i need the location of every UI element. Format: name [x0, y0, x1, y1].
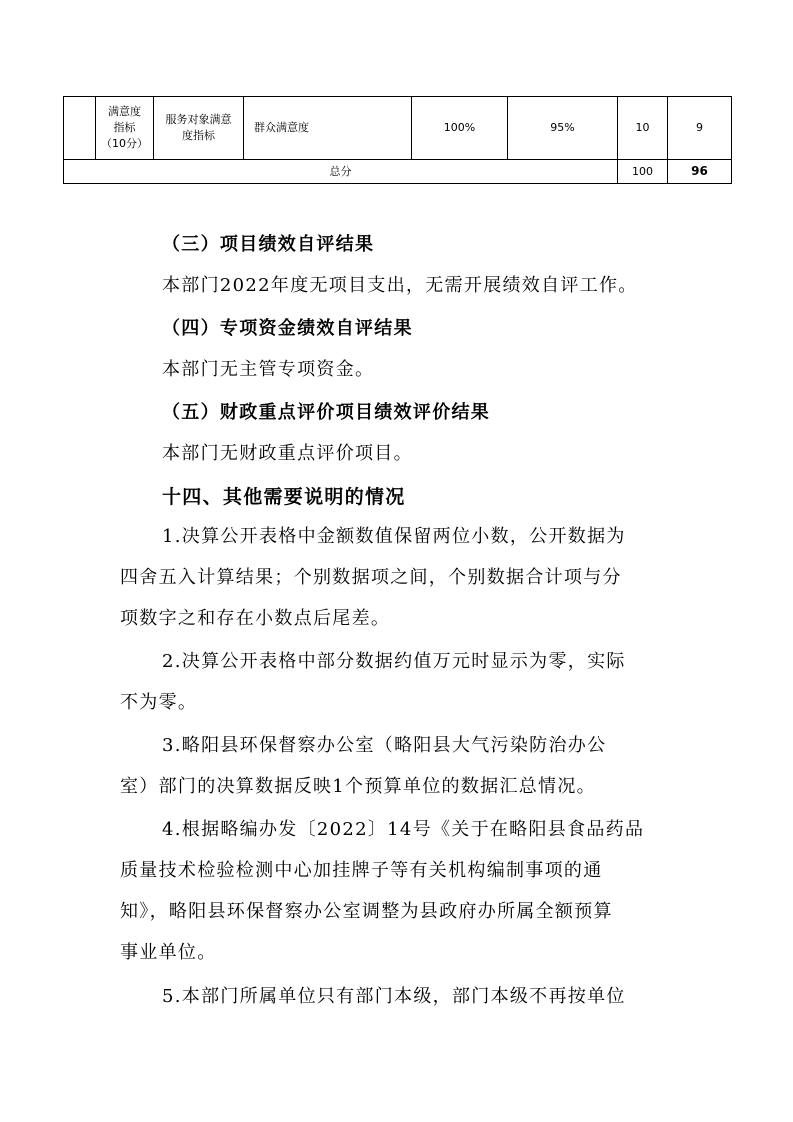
note-3-line: 3.略阳县环保督察办公室（略阳县大气污染防治办公: [162, 735, 607, 756]
empty-cell: [64, 97, 96, 160]
note-2-line: 不为零。: [120, 692, 198, 713]
category-cell: [96, 97, 154, 160]
category-line: 指标: [113, 121, 136, 135]
note-1-line: 四舍五入计算结果；个别数据项之间，个别数据合计项与分: [120, 567, 622, 588]
note-5-line: 5.本部门所属单位只有部门本级，部门本级不再按单位: [162, 986, 626, 1007]
actual-cell: 95%: [508, 97, 618, 160]
section-14-title: 十四、其他需要说明的情况: [162, 486, 406, 508]
note-1-line: 1.决算公开表格中金额数值保留两位小数，公开数据为: [162, 526, 626, 547]
section-3-body: 本部门2022年度无项目支出，无需开展绩效自评工作。: [162, 275, 638, 296]
category-line: （10分）: [101, 136, 148, 150]
subcategory-cell: [154, 97, 244, 160]
note-4-line: 事业单位。: [120, 942, 217, 963]
category-line: 满意度: [108, 105, 141, 119]
target-cell: 100%: [412, 97, 508, 160]
score-cell: 9: [668, 97, 732, 160]
table-row: [64, 97, 732, 160]
note-1-line: 项数字之和存在小数点后尾差。: [120, 608, 391, 629]
note-4-line: 4.根据略编办发〔2022〕14号《关于在略阳县食品药品: [162, 819, 645, 840]
subcategory-line: 度指标: [182, 129, 215, 142]
section-5-title: （五）财政重点评价项目绩效评价结果: [162, 402, 491, 423]
note-2-line: 2.决算公开表格中部分数据约值万元时显示为零，实际: [162, 651, 626, 672]
subcategory-line: 服务对象满意: [165, 113, 232, 127]
note-4-line: 质量技术检验检测中心加挂牌子等有关机构编制事项的通: [120, 860, 603, 881]
section-4-body: 本部门无主管专项资金。: [162, 359, 375, 380]
total-weight-cell: 100: [618, 160, 668, 184]
total-row: [64, 160, 732, 184]
section-5-body: 本部门无财政重点评价项目。: [162, 443, 413, 464]
weight-cell: 10: [618, 97, 668, 160]
note-4-line: 知》，略阳县环保督察办公室调整为县政府办所属全额预算: [120, 901, 613, 922]
section-3-title: （三）项目绩效自评结果: [162, 234, 375, 255]
performance-table: [63, 96, 732, 184]
indicator-cell: 群众满意度: [244, 97, 412, 160]
section-4-title: （四）专项资金绩效自评结果: [162, 318, 413, 339]
note-3-line: 室）部门的决算数据反映1个预算单位的数据汇总情况。: [120, 776, 596, 797]
total-score-cell: 96: [668, 160, 732, 184]
total-label-cell: 总分: [64, 160, 618, 184]
